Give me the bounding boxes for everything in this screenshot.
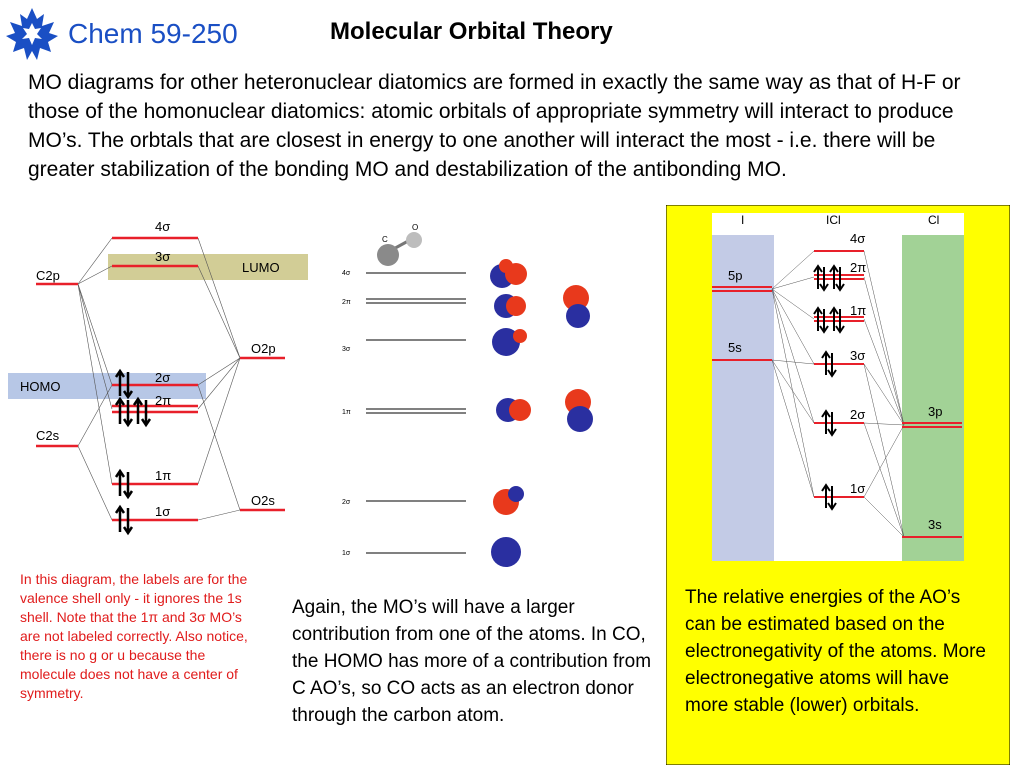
course-title: Chem 59-250 xyxy=(68,18,238,49)
homo-label: HOMO xyxy=(20,379,61,394)
icl-mo-label-4sigma: 4σ xyxy=(850,231,866,246)
icl-mo-label-1sigma: 1σ xyxy=(850,481,866,496)
carbon-label: C xyxy=(382,235,388,244)
slide-title: Molecular Orbital Theory xyxy=(330,18,613,45)
intro-paragraph: MO diagrams for other heteronuclear diatomics are formed in exactly the same way as that of H-F or those of the homonuclear diatomics: atomic orbitals of appropriate symmetry will interact to produce MO’s. The orbtals that are closest in energy to one another will interact the most - i.e. there will be greater stabilization of the bonding MO and destabilization of the antibonding MO. xyxy=(28,71,961,181)
header-icl: ICl xyxy=(826,213,841,227)
level-label-2pi: 2π xyxy=(342,299,351,306)
chlorine-3p-label: 3p xyxy=(928,404,943,419)
level-lines xyxy=(366,273,466,553)
carbon-atom xyxy=(377,244,399,266)
maple-leaf-logo xyxy=(4,6,60,62)
lumo-label: LUMO xyxy=(242,260,280,275)
red-note-valence-labels: In this diagram, the labels are for the valence shell only - it ignores the 1s shell. Note that the 1π and 3σ MO’s are not labeled correctly. Also notice, there is no g or u because the molecule does not have a center of symmetry. xyxy=(20,571,248,701)
mo-label-3sigma: 3σ xyxy=(155,249,171,264)
co-mo-diagram xyxy=(0,200,320,545)
mo-label-1pi: 1π xyxy=(155,468,172,483)
mo-label-2sigma: 2σ xyxy=(155,370,171,385)
oxygen-atom xyxy=(406,232,422,248)
header-cl: Cl xyxy=(928,213,940,227)
mo-label-2pi: 2π xyxy=(155,393,172,408)
icl-mo-label-2pi: 2π xyxy=(850,260,867,275)
c2p-label: C2p xyxy=(36,268,60,283)
orbital-lobes xyxy=(490,259,593,567)
o2s-label: O2s xyxy=(251,493,275,508)
chlorine-3s-label: 3s xyxy=(928,517,942,532)
oxygen-label: O xyxy=(412,223,419,232)
level-label-3sigma: 3σ xyxy=(342,346,351,353)
mo-label-1sigma: 1σ xyxy=(155,504,171,519)
note-co-electron-donor: Again, the MO’s will have a larger contribution from one of the atoms. In CO, the HOMO has more of a contribution from C AO’s, so CO acts as an electron donor through the carbon atom. xyxy=(292,597,652,726)
header-i: I xyxy=(741,213,745,227)
iodine-5s-label: 5s xyxy=(728,340,742,355)
note-electronegativity: The relative energies of the AO’s can be estimated based on the electronegativity of the atoms. More electronegative atoms will have more stable (lower) orbitals. xyxy=(685,587,986,716)
level-label-1pi: 1π xyxy=(342,409,351,416)
icl-mo-label-1pi: 1π xyxy=(850,303,867,318)
level-label-1sigma: 1σ xyxy=(342,550,351,557)
level-label-4sigma: 4σ xyxy=(342,270,351,277)
chlorine-band xyxy=(902,235,964,561)
icl-mo-label-3sigma: 3σ xyxy=(850,348,866,363)
iodine-5p-label: 5p xyxy=(728,268,743,283)
mo-label-4sigma: 4σ xyxy=(155,219,171,234)
icl-mo-label-2sigma: 2σ xyxy=(850,407,866,422)
iodine-band xyxy=(712,235,774,561)
level-label-2sigma: 2σ xyxy=(342,499,351,506)
o2p-label: O2p xyxy=(251,341,276,356)
c2s-label: C2s xyxy=(36,428,60,443)
co-orbital-pictures xyxy=(330,222,640,572)
